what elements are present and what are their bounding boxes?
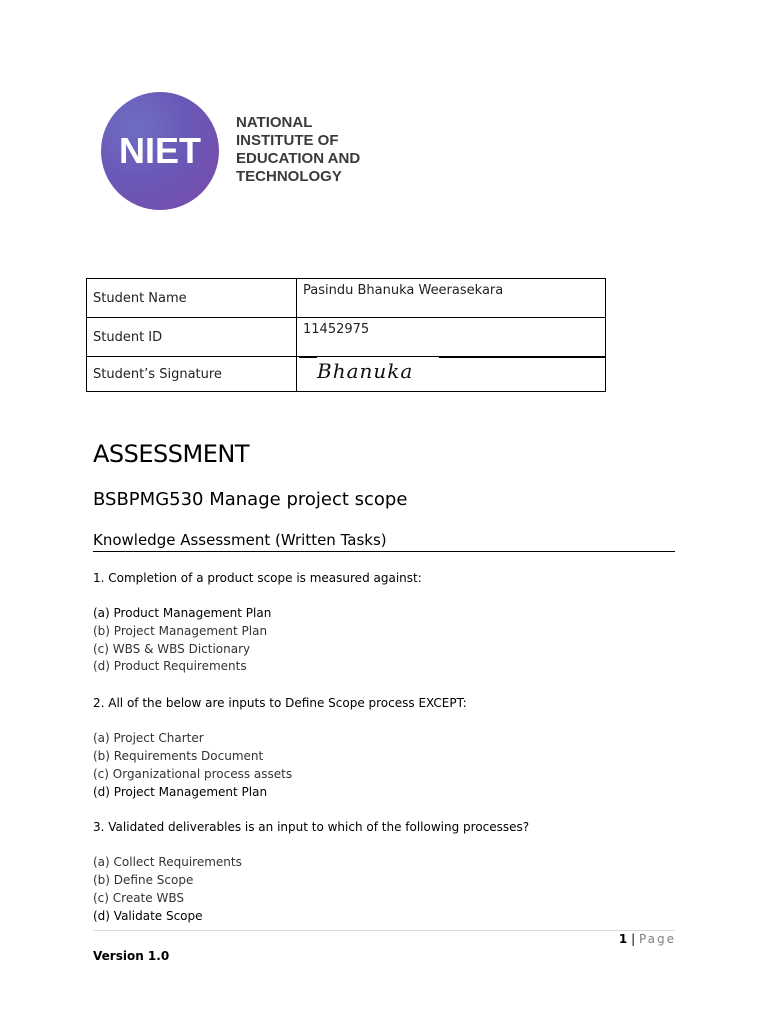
section-title: Knowledge Assessment (Written Tasks) [93, 531, 387, 549]
student-id-label: Student ID [87, 318, 297, 357]
question-1-option-c: (c) WBS & WBS Dictionary [93, 642, 251, 656]
institute-name-line: EDUCATION AND [236, 150, 361, 167]
niet-logo-mark [101, 92, 219, 210]
question-2-option-a: (a) Project Charter [93, 731, 204, 745]
page-number [619, 932, 676, 946]
question-1: 1. Completion of a product scope is measured against: [93, 571, 422, 585]
student-name-label: Student Name [87, 279, 297, 318]
institute-name-line: NATIONAL [236, 114, 313, 131]
question-2-option-d: (d) Project Management Plan [93, 785, 268, 799]
question-3-option-d: (d) Validate Scope [93, 909, 203, 923]
question-2-option-c: (c) Organizational process assets [93, 767, 293, 781]
institute-name [236, 114, 436, 186]
question-1-option-d: (d) Product Requirements [93, 659, 247, 673]
table-row [87, 279, 606, 318]
student-name-value: Pasindu Bhanuka Weerasekara [297, 279, 606, 318]
section-divider [93, 551, 675, 552]
student-info-table [86, 278, 606, 392]
institute-name-line: INSTITUTE OF [236, 132, 339, 149]
footer-divider [93, 930, 675, 931]
question-1-option-b: (b) Project Management Plan [93, 624, 268, 638]
question-1-option-a: (a) Product Management Plan [93, 606, 272, 620]
question-3: 3. Validated deliverables is an input to which of the following processes? [93, 820, 530, 834]
signature-image: Bhanuka [317, 359, 414, 383]
page-number-value: 1 [618, 932, 628, 946]
student-signature-cell [297, 357, 606, 392]
question-2: 2. All of the below are inputs to Define Scope process EXCEPT: [93, 696, 467, 710]
question-3-option-a: (a) Collect Requirements [93, 855, 242, 869]
table-row [87, 318, 606, 357]
question-3-option-c: (c) Create WBS [93, 891, 184, 905]
student-signature-label: Student’s Signature [87, 357, 297, 392]
institute-name-line: TECHNOLOGY [236, 168, 342, 185]
page-number-separator: | [631, 932, 636, 946]
assessment-title: ASSESSMENT [93, 440, 250, 468]
page-label: Page [638, 932, 676, 946]
unit-title: BSBPMG530 Manage project scope [93, 489, 408, 510]
version-label: Version 1.0 [93, 949, 170, 963]
question-2-option-b: (b) Requirements Document [93, 749, 264, 763]
question-3-option-b: (b) Define Scope [93, 873, 194, 887]
logo-mark-text: NIET [118, 130, 201, 171]
student-id-value: 11452975 [297, 318, 606, 357]
table-row [87, 357, 606, 392]
